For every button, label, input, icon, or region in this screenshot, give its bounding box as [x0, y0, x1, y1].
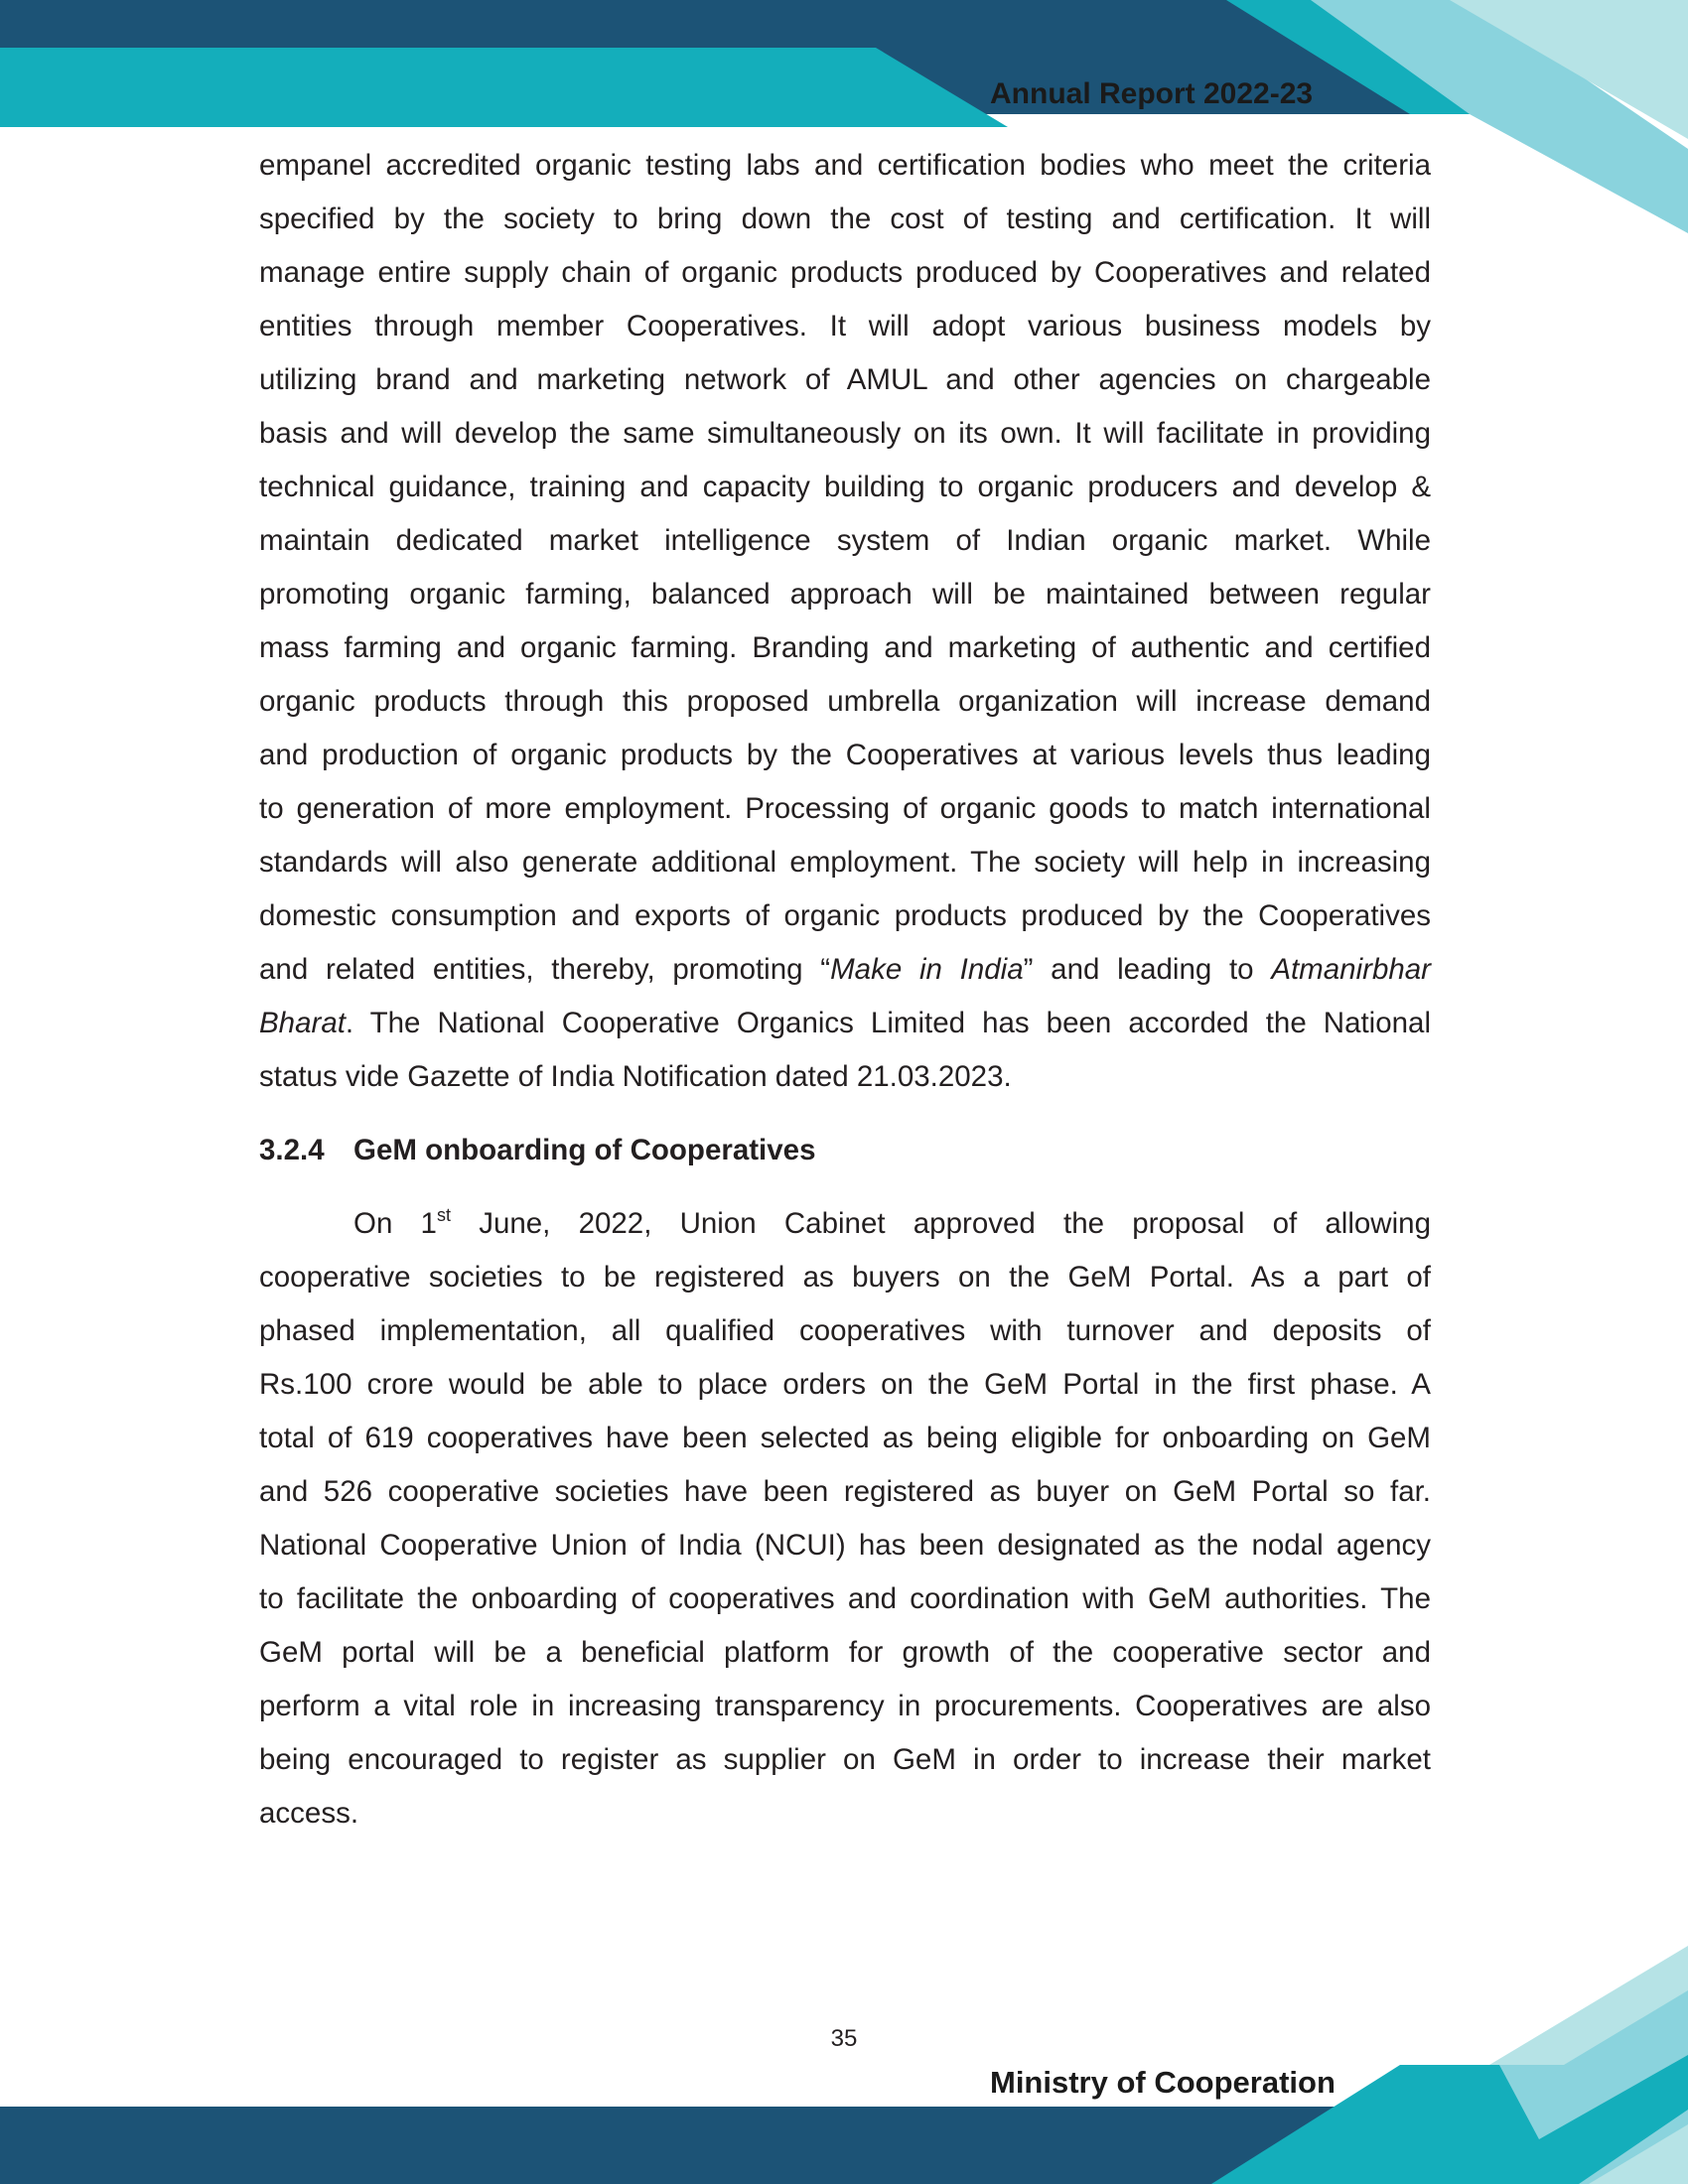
text-line: access. [259, 1797, 359, 1830]
text-line: Rs.100 crore would be able to place orders on the GeM Portal in the first phase. A [259, 1368, 1431, 1401]
text-line: National Cooperative Union of India (NCUI) has been designated as the nodal agency [259, 1529, 1431, 1562]
text-line: empanel accredited organic testing labs and certification bodies who meet the criteria [259, 149, 1431, 182]
section-number: 3.2.4 [259, 1134, 325, 1166]
text-line: domestic consumption and exports of organic products produced by the Cooperatives [259, 899, 1431, 932]
text-run: ” and leading to [1023, 953, 1272, 986]
text-line [259, 997, 1431, 1050]
text-line: entities through member Cooperatives. It will adopt various business models by [259, 310, 1431, 342]
text-line: to generation of more employment. Processing of organic goods to match international [259, 792, 1431, 825]
text-line: technical guidance, training and capacity building to organic producers and develop & [259, 471, 1431, 503]
text-line [259, 943, 1431, 997]
paragraph-gem [259, 1197, 1431, 1841]
italic-text: Bharat [259, 1007, 346, 1039]
text-line: promoting organic farming, balanced approach will be maintained between regular [259, 578, 1431, 611]
text-run: . The National Cooperative Organics Limited has been accorded the National [345, 1007, 1431, 1039]
text-line: specified by the society to bring down the cost of testing and certification. It will [259, 203, 1431, 235]
header-teal-band [0, 48, 1008, 127]
text-line: cooperative societies to be registered as buyers on the GeM Portal. As a part of [259, 1261, 1431, 1294]
footer-title: Ministry of Cooperation [990, 2065, 1336, 2100]
text-line: maintain dedicated market intelligence system of Indian organic market. While [259, 524, 1431, 557]
text-line: mass farming and organic farming. Branding and marketing of authentic and certified [259, 631, 1431, 664]
text-line [259, 1197, 1431, 1251]
page-number: 35 [830, 2025, 858, 2052]
italic-text: Atmanirbhar [1271, 953, 1431, 986]
text-line: perform a vital role in increasing transparency in procurements. Cooperatives are also [259, 1690, 1431, 1722]
superscript: st [436, 1205, 451, 1225]
italic-text: Make in India [830, 953, 1024, 986]
text-line: organic products through this proposed umbrella organization will increase demand [259, 685, 1431, 718]
text-line: and 526 cooperative societies have been registered as buyer on GeM Portal so far. [259, 1475, 1431, 1508]
paragraph-organics [259, 139, 1431, 1104]
text-line: total of 619 cooperatives have been selected as being eligible for onboarding on GeM [259, 1422, 1431, 1454]
text-line: phased implementation, all qualified cooperatives with turnover and deposits of [259, 1314, 1431, 1347]
text-line: basis and will develop the same simultaneously on its own. It will facilitate in providing [259, 417, 1431, 450]
section-heading [259, 1124, 1431, 1177]
text-line: status vide Gazette of India Notification dated 21.03.2023. [259, 1060, 1012, 1093]
text-line: manage entire supply chain of organic products produced by Cooperatives and related [259, 256, 1431, 289]
text-run: and related entities, thereby, promoting “ [259, 953, 831, 986]
text-line: to facilitate the onboarding of cooperatives and coordination with GeM authorities. The [259, 1582, 1431, 1615]
text-line: and production of organic products by the Cooperatives at various levels thus leading [259, 739, 1431, 771]
header-title: Annual Report 2022-23 [990, 77, 1314, 110]
text-line: being encouraged to register as supplier on GeM in order to increase their market [259, 1743, 1431, 1776]
page-content [259, 139, 1431, 1841]
text-line: standards will also generate additional employment. The society will help in increasing [259, 846, 1431, 879]
text-run: On 1 [353, 1207, 437, 1240]
section-title: GeM onboarding of Cooperatives [353, 1134, 816, 1166]
text-line: GeM portal will be a beneficial platform for growth of the cooperative sector and [259, 1636, 1431, 1669]
text-run: June, 2022, Union Cabinet approved the proposal of allowing [450, 1207, 1431, 1240]
text-line: utilizing brand and marketing network of AMUL and other agencies on chargeable [259, 363, 1431, 396]
